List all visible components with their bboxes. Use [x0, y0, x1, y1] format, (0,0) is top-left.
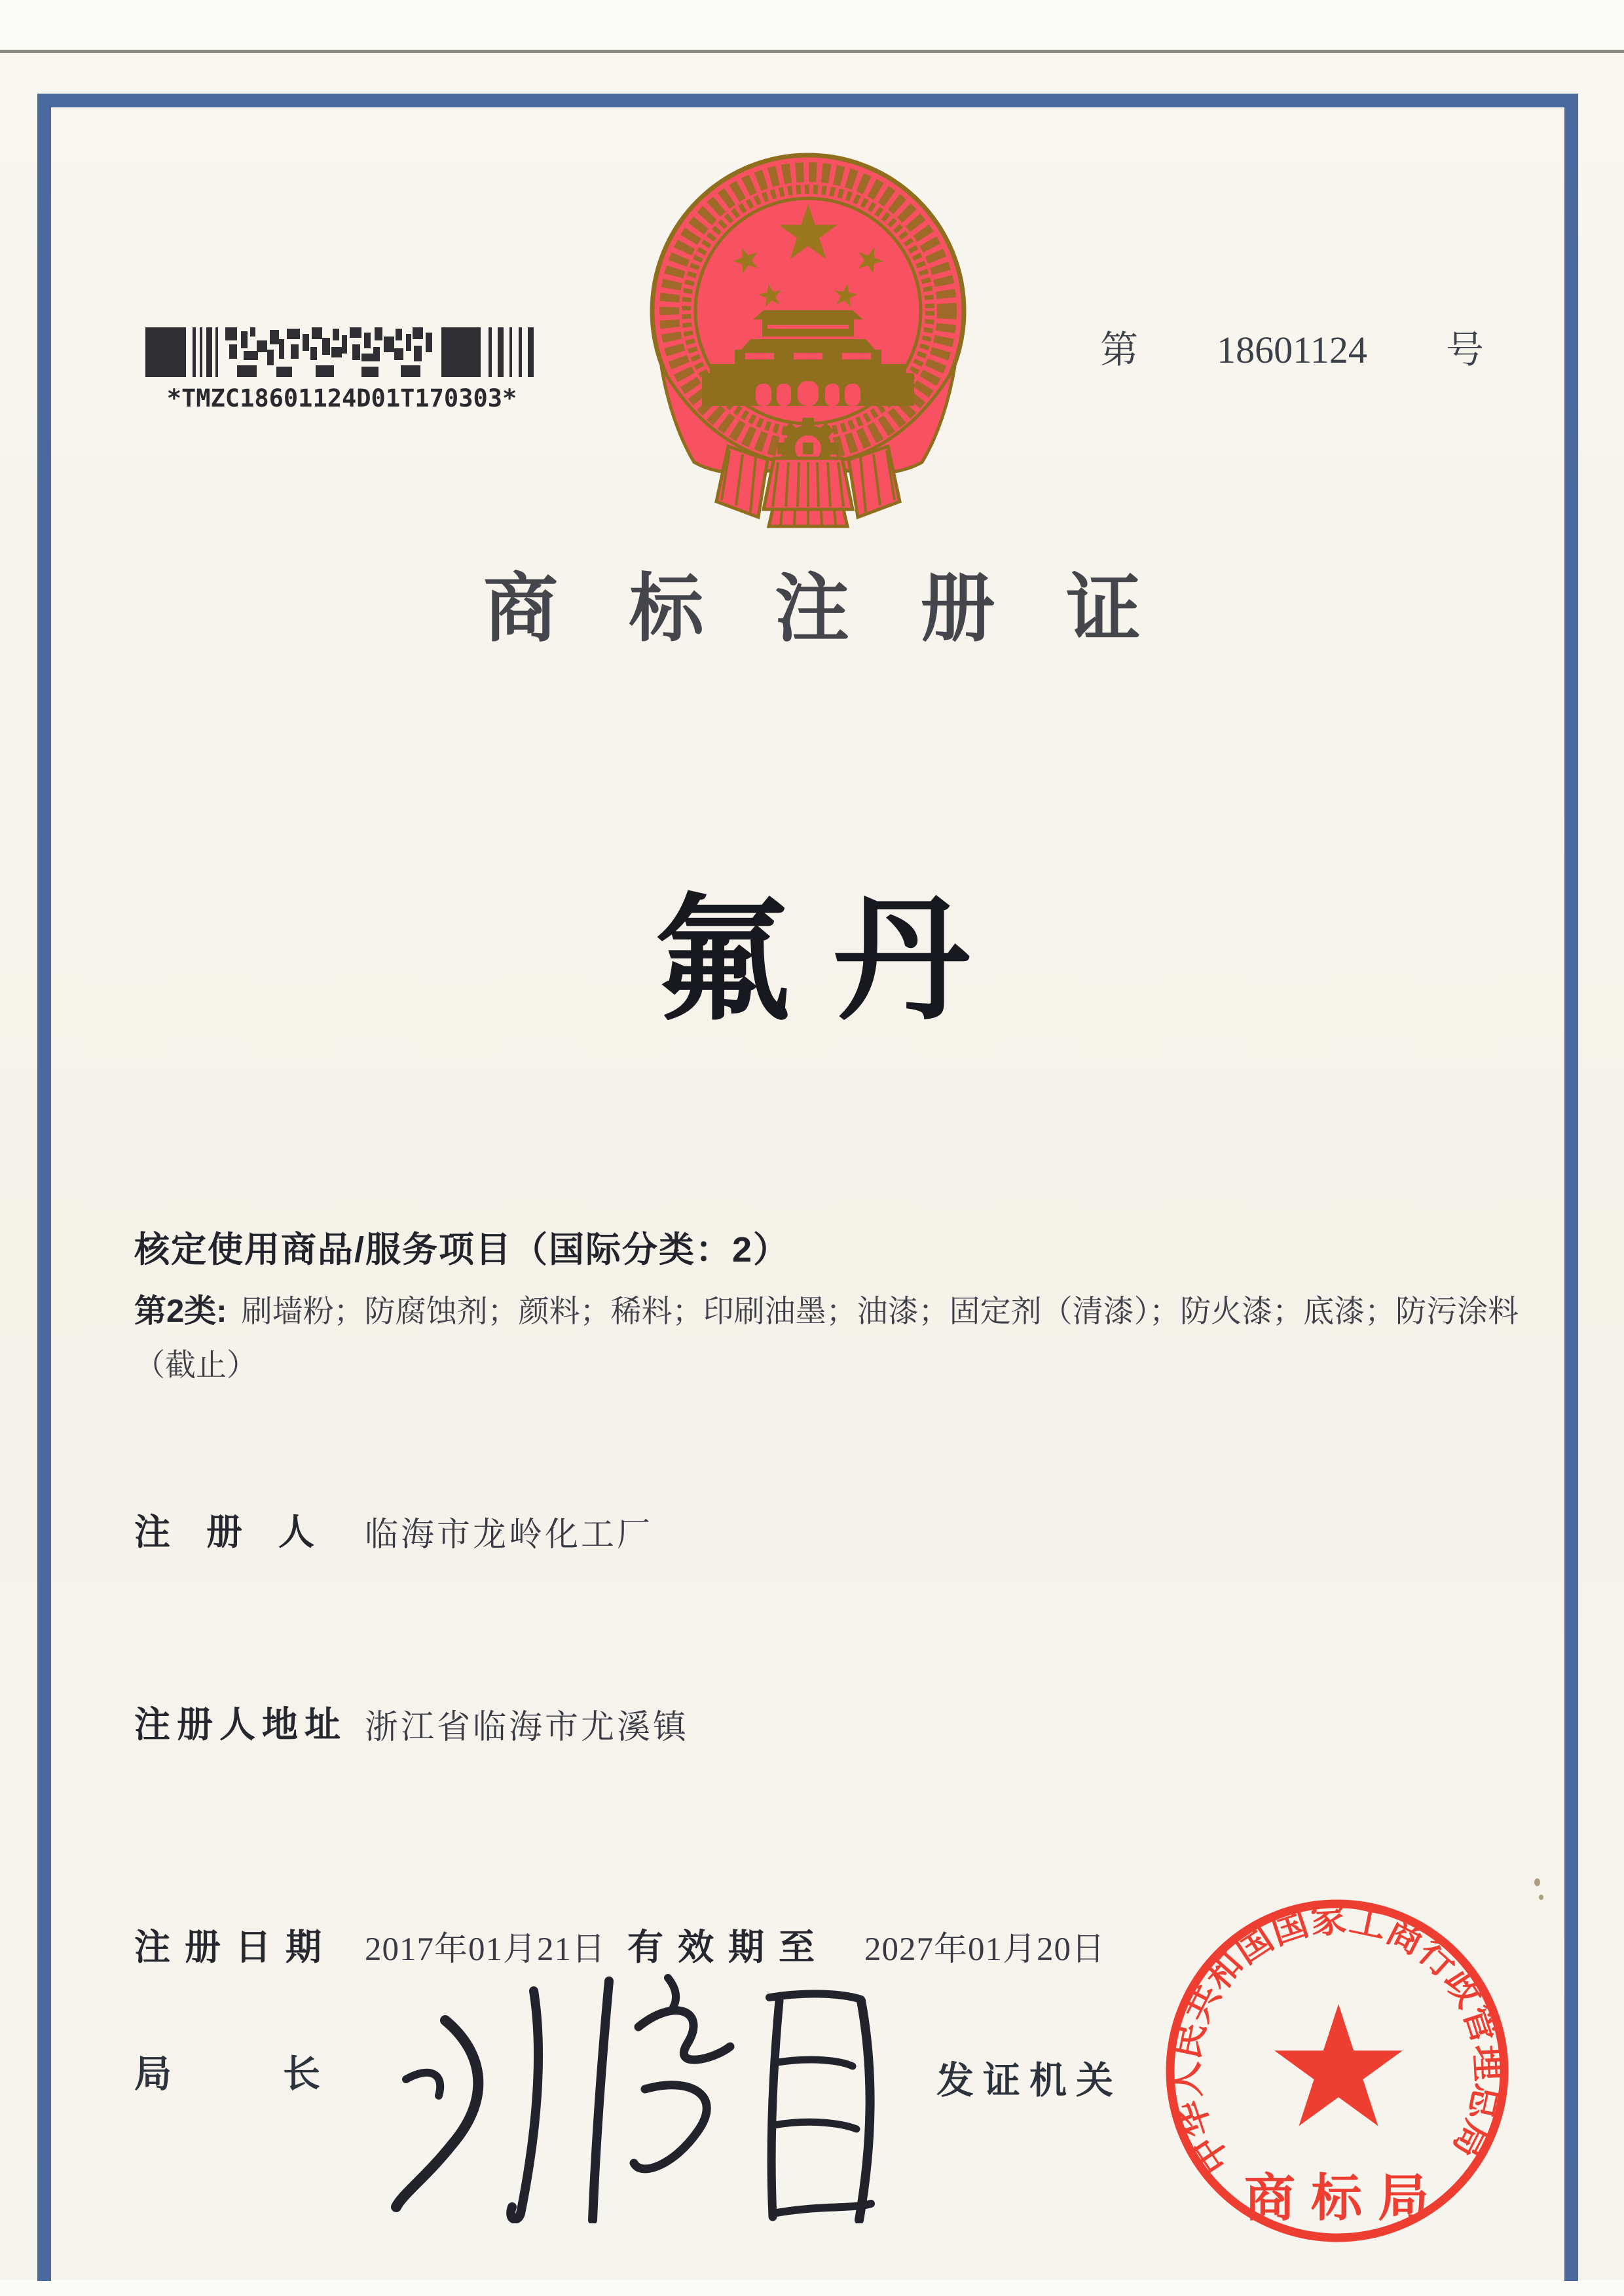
- goods-list: [134, 1285, 1536, 1393]
- barcode-image: [145, 327, 538, 377]
- goods-items: 刷墙粉；防腐蚀剂；颜料；稀料；印刷油墨；油漆；固定剂（清漆）；防火漆；底漆；防污涂料（截止）: [134, 1295, 1519, 1383]
- issuer-label: 发证机关: [936, 2060, 1122, 2102]
- goods-class-label: 第2类:: [134, 1294, 227, 1329]
- border-frame-left: [37, 94, 51, 2281]
- seal-star-icon: [1274, 2004, 1403, 2126]
- border-frame-right: [1564, 94, 1578, 2281]
- seal-ring-text: 中华人民共和国国家工商行政管理总局: [1164, 1898, 1510, 2181]
- barcode: [145, 327, 538, 412]
- certificate-title: 商 标 注 册 证: [483, 568, 1167, 651]
- address-value: 浙江省临海市尤溪镇: [365, 1709, 690, 1746]
- certificate-number-row: [1100, 331, 1484, 369]
- certno-value: 18601124: [1217, 329, 1367, 371]
- scan-edge-top: [0, 0, 1624, 53]
- barcode-text: *TMZC18601124D01T170303*: [166, 384, 517, 412]
- certno-prefix: 第: [1100, 329, 1139, 371]
- registration-date-label: 注册日期: [134, 1927, 337, 1967]
- valid-until-label: 有效期至: [627, 1927, 830, 1967]
- director-label-left: 局: [134, 2054, 172, 2095]
- registration-date-value: 2017年01月21日: [365, 1931, 606, 1968]
- scan-edge-bottom: [0, 2280, 1624, 2296]
- paper-speck: [1539, 1895, 1543, 1900]
- trademark-text: 氟丹: [654, 884, 1013, 1036]
- certno-suffix: 号: [1445, 329, 1484, 371]
- approved-goods-heading: 核定使用商品/服务项目（国际分类：2）: [134, 1230, 790, 1269]
- official-seal-stamp: [1160, 1893, 1515, 2248]
- seal-bottom-text: 商标局: [1244, 2169, 1445, 2227]
- director-label-right: 长: [283, 2054, 320, 2095]
- registrant-label: 注 册 人: [134, 1512, 315, 1552]
- national-emblem-icon: [637, 151, 980, 529]
- paper-speck: [1534, 1878, 1540, 1886]
- address-label: 注册人地址: [134, 1704, 348, 1745]
- registrant-value: 临海市龙岭化工厂: [365, 1517, 654, 1554]
- director-signature: [367, 1961, 904, 2223]
- border-frame-top: [37, 94, 1578, 107]
- valid-until-value: 2027年01月20日: [864, 1931, 1106, 1968]
